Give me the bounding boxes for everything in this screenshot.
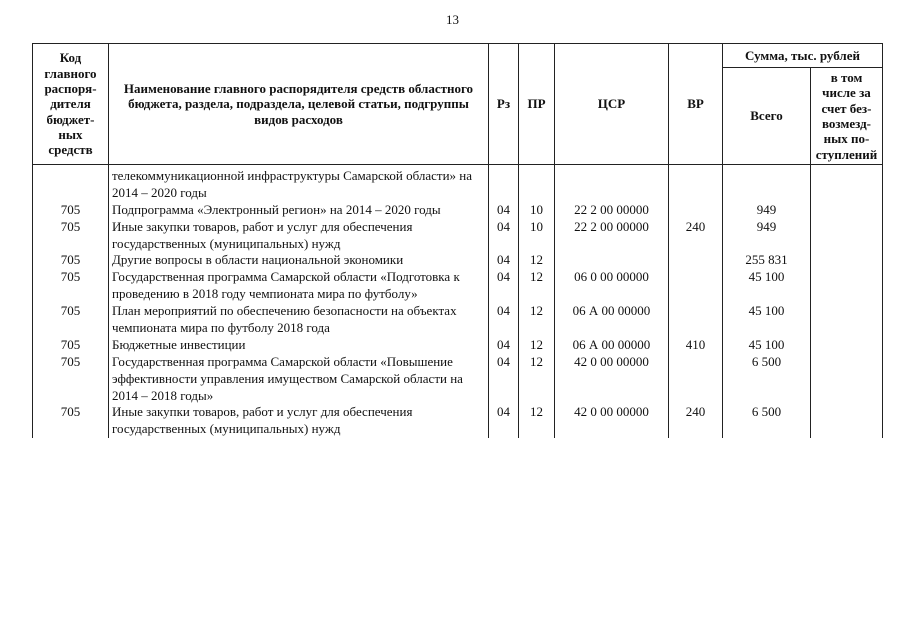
header-rz: Рз <box>489 44 519 165</box>
cell-code: 705 <box>33 202 109 219</box>
cell-name: Государственная программа Самарской области «Подготовка к проведению в 2018 году чемпионата мира по футболу» <box>109 269 489 303</box>
cell-total: 949 <box>723 202 811 219</box>
page-number: 13 <box>446 12 459 27</box>
cell-rz <box>489 164 519 201</box>
cell-vr <box>669 303 723 337</box>
table-row <box>33 404 883 438</box>
cell-vr: 410 <box>669 337 723 354</box>
cell-code: 705 <box>33 404 109 438</box>
cell-pr: 12 <box>519 404 555 438</box>
cell-gratuitous <box>811 303 883 337</box>
cell-code <box>33 164 109 201</box>
cell-rz: 04 <box>489 303 519 337</box>
cell-pr <box>519 164 555 201</box>
cell-code: 705 <box>33 269 109 303</box>
header-csr: ЦСР <box>555 44 669 165</box>
cell-csr: 42 0 00 00000 <box>555 404 669 438</box>
table-row <box>33 219 883 253</box>
header-code: Код главного распоря-дителя бюджет-ных средств <box>33 44 109 165</box>
cell-total: 45 100 <box>723 303 811 337</box>
cell-total: 45 100 <box>723 337 811 354</box>
cell-total: 949 <box>723 219 811 253</box>
cell-csr: 22 2 00 00000 <box>555 202 669 219</box>
cell-gratuitous <box>811 404 883 438</box>
cell-gratuitous <box>811 252 883 269</box>
cell-rz: 04 <box>489 269 519 303</box>
cell-gratuitous <box>811 219 883 253</box>
table-row <box>33 164 883 201</box>
cell-gratuitous <box>811 202 883 219</box>
cell-name: телекоммуникационной инфраструктуры Самарской области» на 2014 – 2020 годы <box>109 164 489 201</box>
cell-code: 705 <box>33 219 109 253</box>
cell-total: 45 100 <box>723 269 811 303</box>
table-row <box>33 337 883 354</box>
header-total: Всего <box>723 68 811 165</box>
cell-name: Подпрограмма «Электронный регион» на 2014 – 2020 годы <box>109 202 489 219</box>
cell-vr: 240 <box>669 404 723 438</box>
cell-code: 705 <box>33 303 109 337</box>
cell-pr: 12 <box>519 354 555 405</box>
cell-name: Другие вопросы в области национальной экономики <box>109 252 489 269</box>
header-name: Наименование главного распорядителя средств областного бюджета, раздела, подраздела, целевой статьи, подгруппы видов расходов <box>109 44 489 165</box>
cell-rz: 04 <box>489 337 519 354</box>
cell-total <box>723 164 811 201</box>
cell-pr: 10 <box>519 202 555 219</box>
header-sum-group: Сумма, тыс. рублей <box>723 44 883 68</box>
cell-csr: 06 А 00 00000 <box>555 303 669 337</box>
cell-pr: 12 <box>519 252 555 269</box>
cell-code: 705 <box>33 354 109 405</box>
cell-vr <box>669 164 723 201</box>
table-row <box>33 202 883 219</box>
cell-vr <box>669 202 723 219</box>
cell-csr: 06 А 00 00000 <box>555 337 669 354</box>
cell-csr: 06 0 00 00000 <box>555 269 669 303</box>
cell-pr: 12 <box>519 337 555 354</box>
cell-csr <box>555 252 669 269</box>
cell-total: 6 500 <box>723 354 811 405</box>
cell-pr: 10 <box>519 219 555 253</box>
cell-pr: 12 <box>519 303 555 337</box>
cell-rz: 04 <box>489 219 519 253</box>
cell-code: 705 <box>33 252 109 269</box>
cell-gratuitous <box>811 337 883 354</box>
cell-csr: 22 2 00 00000 <box>555 219 669 253</box>
table-row <box>33 269 883 303</box>
cell-name: Иные закупки товаров, работ и услуг для обеспечения государственных (муниципальных) нужд <box>109 219 489 253</box>
cell-pr: 12 <box>519 269 555 303</box>
cell-rz: 04 <box>489 252 519 269</box>
budget-table <box>32 43 883 438</box>
cell-csr: 42 0 00 00000 <box>555 354 669 405</box>
cell-code: 705 <box>33 337 109 354</box>
cell-rz: 04 <box>489 404 519 438</box>
cell-vr <box>669 354 723 405</box>
cell-gratuitous <box>811 354 883 405</box>
header-vr: ВР <box>669 44 723 165</box>
cell-vr <box>669 269 723 303</box>
cell-name: План мероприятий по обеспечению безопасности на объектах чемпионата мира по футболу 2018 года <box>109 303 489 337</box>
cell-vr <box>669 252 723 269</box>
cell-rz: 04 <box>489 202 519 219</box>
header-gratuitous: в том числе за счет без-возмезд-ных по-ступлений <box>811 68 883 165</box>
cell-total: 255 831 <box>723 252 811 269</box>
cell-name: Иные закупки товаров, работ и услуг для обеспечения государственных (муниципальных) нужд <box>109 404 489 438</box>
header-pr: ПР <box>519 44 555 165</box>
table-row <box>33 252 883 269</box>
cell-name: Государственная программа Самарской области «Повышение эффективности управления имуществом Самарской области на 2014 – 2018 годы» <box>109 354 489 405</box>
cell-vr: 240 <box>669 219 723 253</box>
cell-rz: 04 <box>489 354 519 405</box>
cell-name: Бюджетные инвестиции <box>109 337 489 354</box>
cell-total: 6 500 <box>723 404 811 438</box>
cell-gratuitous <box>811 164 883 201</box>
table-row <box>33 303 883 337</box>
cell-csr <box>555 164 669 201</box>
table-row <box>33 354 883 405</box>
cell-gratuitous <box>811 269 883 303</box>
